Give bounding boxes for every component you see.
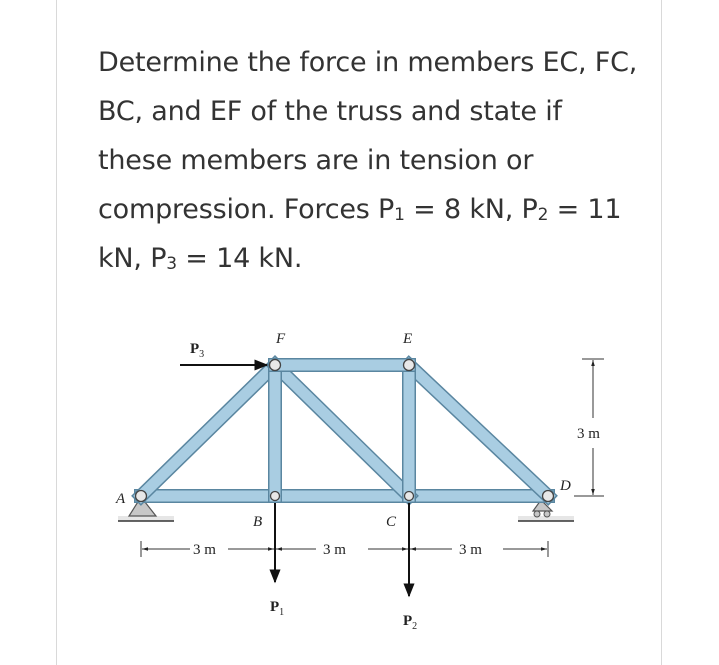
label-a: A [116,491,126,507]
label-p1: $P_1$ [270,599,285,618]
subscript-2: 2 [537,205,549,225]
problem-text-1: Determine the force in members EC, FC, BC, and EF of the truss and state if these members are in tension or compression. Forces P [98,47,638,225]
label-d: D [560,478,571,494]
label-b: B [253,514,263,530]
pin-a [136,491,147,502]
dim-label-height: 3 m [577,426,600,442]
pin-c [405,492,414,501]
problem-text-4: = 14 kN. [176,243,303,274]
problem-text-2: = 8 kN, P [404,194,538,225]
member-af [141,365,275,496]
dim-label-span3: 3 m [459,542,482,558]
label-c: C [386,514,397,530]
ground-left [118,516,174,521]
dim-label-span2: 3 m [323,542,346,558]
label-e: E [403,331,413,347]
pin-e [404,360,415,371]
truss-members [141,365,548,496]
member-ed [409,365,548,496]
member-fc [275,365,409,496]
subscript-1: 1 [394,205,405,225]
label-f: F [276,331,286,347]
subscript-3: 3 [166,254,177,274]
dim-label-span1: 3 m [193,542,216,558]
pin-f [270,360,281,371]
problem-text-3: = 11 kN, P [98,194,622,274]
pin-d [543,491,554,502]
label-p3: $P_3$ [190,341,205,360]
label-p2: $P_2$ [403,613,418,632]
pin-b [271,492,280,501]
